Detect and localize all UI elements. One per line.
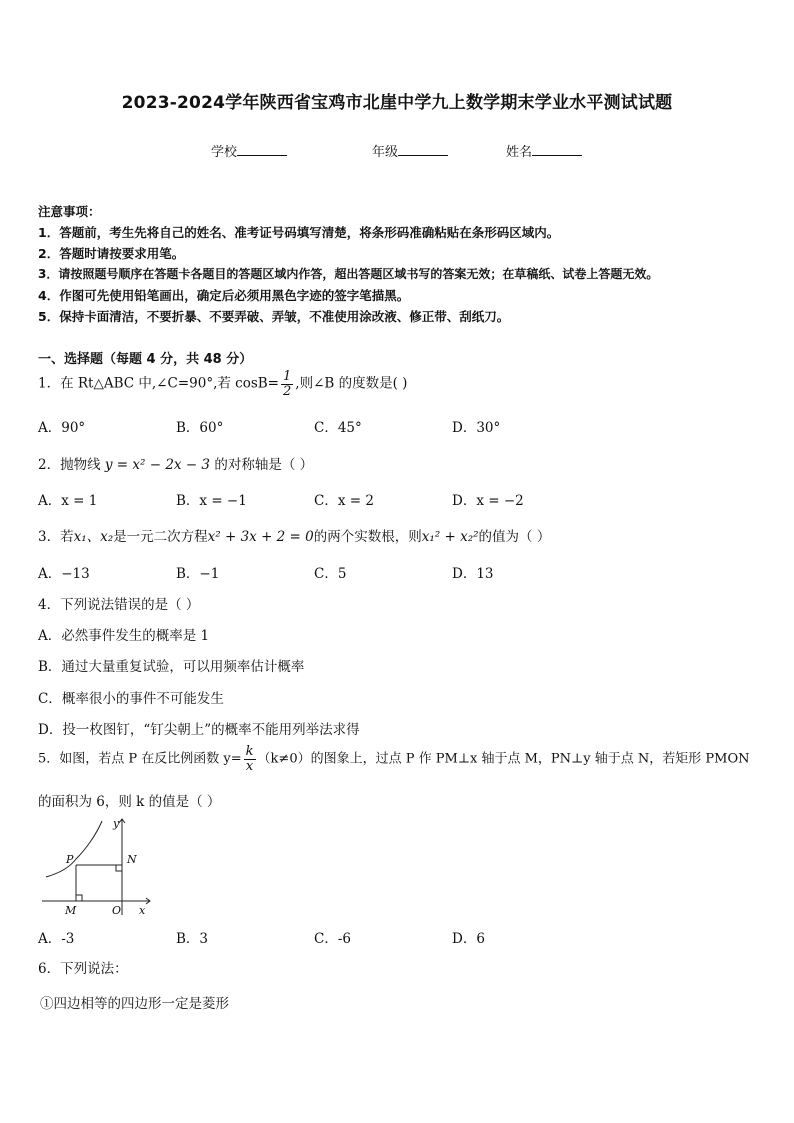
option-b: B．x = −1 <box>176 493 247 509</box>
fraction: $\frac{1}{2}$ <box>283 369 292 399</box>
option-d: D．x = −2 <box>452 493 524 509</box>
name-field: 姓名 <box>506 141 582 160</box>
note-item: 3．请按照题号顺序在答题卡各题目的答题区域内作答，超出答题区域书写的答案无效；在草稿纸、试卷上答题无效。 <box>38 267 659 281</box>
option-c: C．45° <box>314 420 362 436</box>
fraction: $\frac{k}{x}$ <box>245 744 254 774</box>
question-5-figure <box>38 815 158 917</box>
note-item: 1．答题前，考生先将自己的姓名、准考证号码填写清楚，将条形码准确粘贴在条形码区域内。 <box>38 225 560 240</box>
option-a: A．-3 <box>38 931 75 947</box>
option-b: B．60° <box>176 420 224 436</box>
question-6-item-1: ①四边相等的四边形一定是菱形 <box>40 996 229 1012</box>
option-b: B．3 <box>176 931 209 947</box>
option-d: D．13 <box>452 566 494 582</box>
note-item: 5．保持卡面清洁，不要折暴、不要弄破、弄皱，不准使用涂改液、修正带、刮纸刀。 <box>38 309 510 324</box>
option-b: B．通过大量重复试验，可以用频率估计概率 <box>38 659 305 675</box>
page-title: 2023-2024学年陕西省宝鸡市北崖中学九上数学期末学业水平测试试题 <box>121 93 673 113</box>
label-n: N <box>127 853 137 866</box>
note-item: 2．答题时请按要求用笔。 <box>38 246 185 261</box>
label-o: O <box>112 904 122 917</box>
label-m: M <box>65 904 77 917</box>
option-d: D．6 <box>452 931 485 947</box>
option-a: A．90° <box>38 420 86 436</box>
option-c: C．5 <box>314 566 347 582</box>
option-c: C．-6 <box>314 931 351 947</box>
option-c: C．x = 2 <box>314 493 374 509</box>
question-2: 2．抛物线 y = x² − 2x − 3 的对称轴是（ ） <box>38 457 314 473</box>
school-field: 学校 <box>211 141 287 160</box>
question-3: 3．若x₁、x₂是一元二次方程x² + 3x + 2 = 0的两个实数根，则x₁² + x₂²的值为（ ） <box>38 529 551 545</box>
question-1: 1．在 Rt△ABC 中,∠C=90°,若 cosB= $\frac{1}{2}$ ,则∠B 的度数是( ) <box>38 369 408 399</box>
question-6: 6．下列说法： <box>38 961 128 977</box>
question-5: 5．如图，若点 P 在反比例函数 y= $\frac{k}{x}$ （k≠0）的图象上，过点 P 作 PM⊥x 轴于点 M，PN⊥y 轴于点 N，若矩形 PMON <box>38 744 750 774</box>
option-d: D．30° <box>452 420 501 436</box>
hyperbola-curve <box>46 821 102 877</box>
question-5-line2: 的面积为 6，则 k 的值是（ ） <box>38 794 221 810</box>
option-b: B．−1 <box>176 566 220 582</box>
option-a: A．−13 <box>38 566 90 582</box>
right-angle-m <box>76 895 82 901</box>
label-p: P <box>66 853 74 866</box>
label-x: x <box>139 904 146 917</box>
grade-field: 年级 <box>372 141 448 160</box>
option-a: A．必然事件发生的概率是 1 <box>38 628 210 644</box>
option-a: A．x = 1 <box>38 493 98 509</box>
option-c: C．概率很小的事件不可能发生 <box>38 691 224 707</box>
note-item: 4．作图可先使用铅笔画出，确定后必须用黑色字迹的签字笔描黑。 <box>38 288 410 303</box>
section-heading: 一、选择题（每题 4 分，共 48 分） <box>38 352 253 367</box>
circled-number: ① <box>40 996 54 1012</box>
question-4: 4．下列说法错误的是（ ） <box>38 597 200 613</box>
right-angle-n <box>116 865 122 871</box>
notes-heading: 注意事项： <box>38 204 101 219</box>
label-y: y <box>113 817 120 830</box>
option-d: D．投一枚图钉，“钉尖朝上”的概率不能用列举法求得 <box>38 722 360 738</box>
